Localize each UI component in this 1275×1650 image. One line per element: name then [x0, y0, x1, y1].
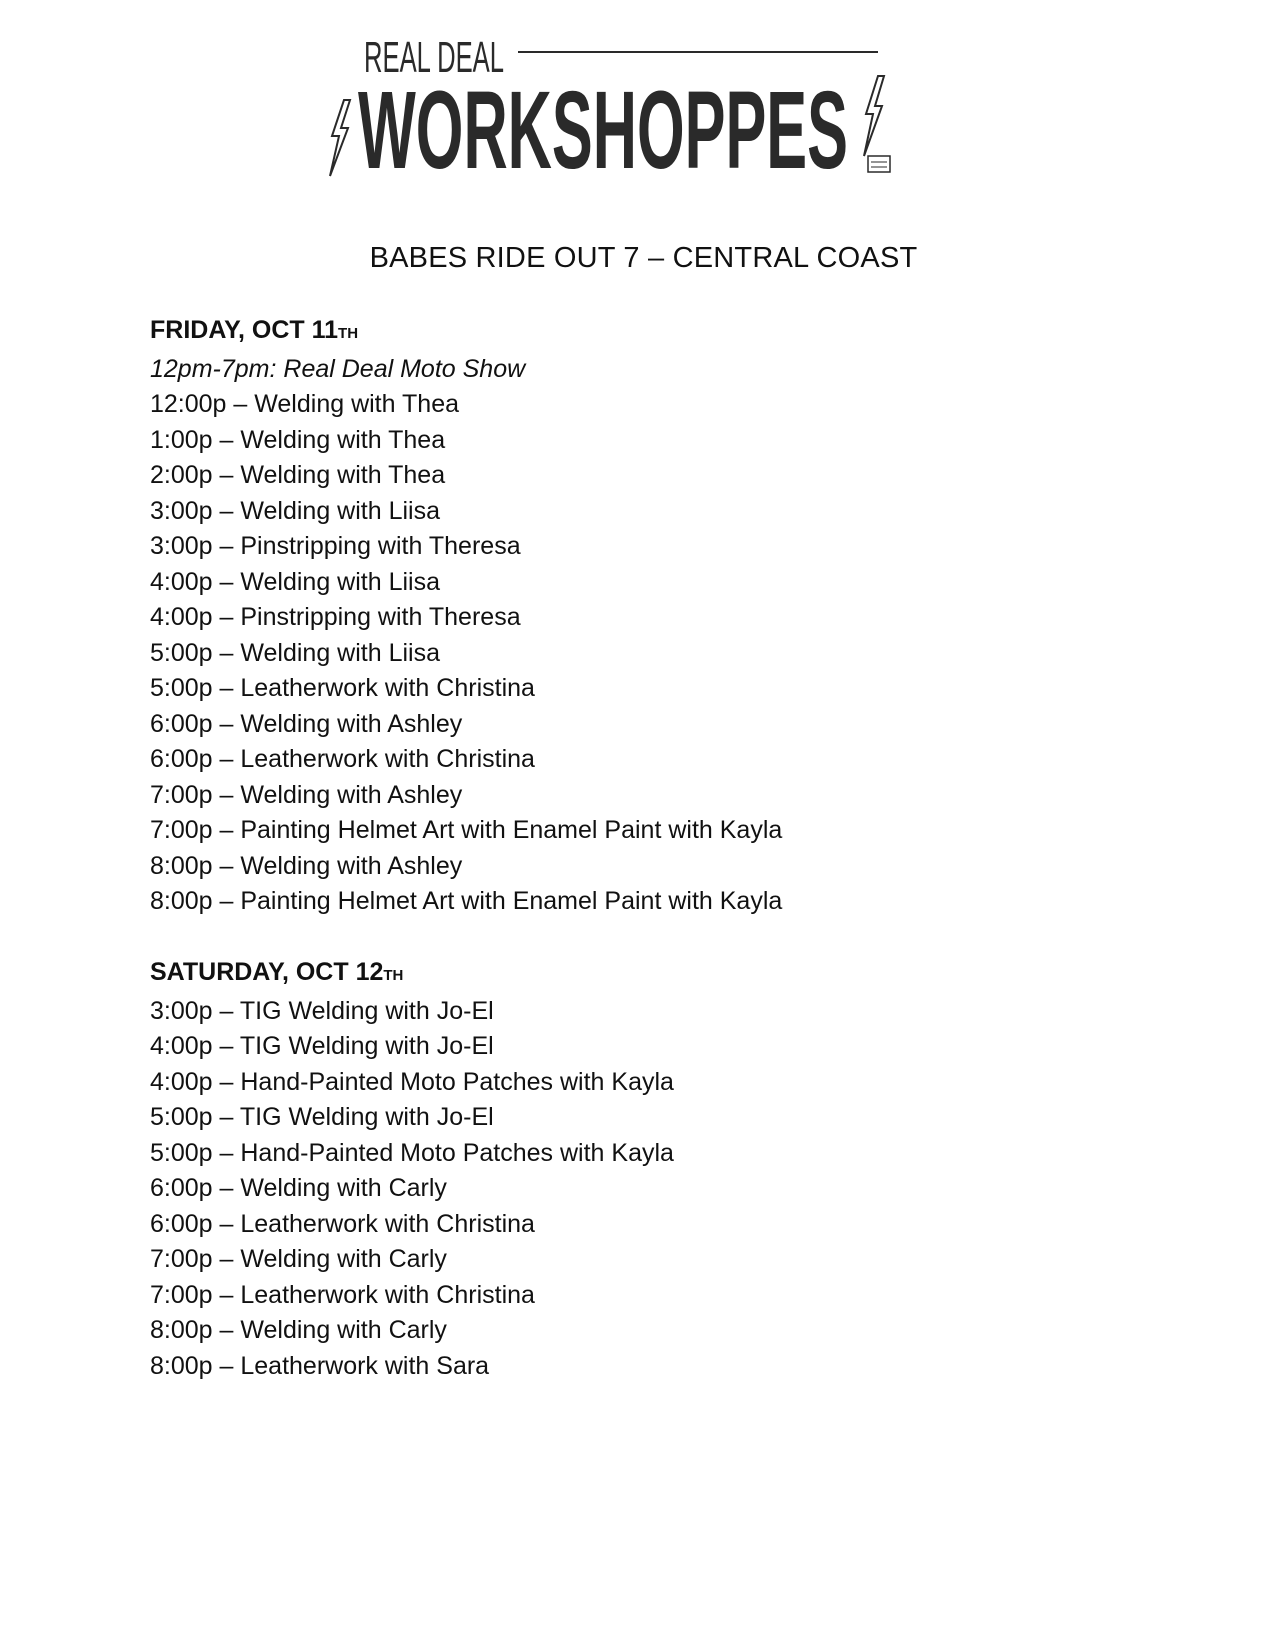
saturday-schedule [150, 955, 1050, 1384]
session-item: 4:00p – TIG Welding with Jo-El [150, 1032, 494, 1060]
session-item: 8:00p – Welding with Carly [150, 1316, 447, 1344]
lightning-bolt-left-icon [330, 100, 350, 176]
session-item: 1:00p – Welding with Thea [150, 425, 446, 454]
moto-show-note: 12pm-7pm: Real Deal Moto Show [150, 354, 526, 383]
session-item: 8:00p – Leatherwork with Sara [150, 1351, 490, 1380]
day-heading [150, 313, 1050, 352]
day-date: FRIDAY, OCT 11 [150, 316, 339, 344]
session-item: 5:00p – Leatherwork with Christina [150, 674, 535, 702]
session-item: 6:00p – Welding with Ashley [150, 709, 463, 738]
day-heading [150, 955, 1050, 994]
session-item: 4:00p – Welding with Liisa [150, 567, 440, 596]
session-item: 7:00p – Welding with Carly [150, 1245, 447, 1273]
small-emblem-icon [868, 156, 890, 172]
session-item: 3:00p – Welding with Liisa [150, 496, 440, 525]
session-item: 4:00p – Pinstripping with Theresa [150, 603, 521, 631]
friday-schedule [150, 313, 1050, 920]
logo-line2: WORKSHOPPES [358, 69, 848, 192]
session-item: 3:00p – Pinstripping with Theresa [150, 532, 521, 560]
session-item: 4:00p – Hand-Painted Moto Patches with Kayla [150, 1067, 674, 1096]
session-item: 8:00p – Welding with Ashley [150, 851, 463, 880]
session-item: 5:00p – Hand-Painted Moto Patches with Kayla [150, 1138, 674, 1167]
day-date: SATURDAY, OCT 12 [150, 958, 384, 986]
day-date-suffix: TH [338, 325, 359, 342]
session-item: 7:00p – Painting Helmet Art with Enamel Paint with Kayla [150, 816, 783, 844]
session-item: 8:00p – Painting Helmet Art with Enamel Paint with Kayla [150, 887, 783, 915]
session-list [150, 994, 1050, 1385]
session-item: 12:00p – Welding with Thea [150, 390, 460, 418]
session-item: 6:00p – Leatherwork with Christina [150, 745, 535, 773]
session-item: 2:00p – Welding with Thea [150, 461, 446, 489]
logo-line1: REAL DEAL [364, 33, 504, 82]
day-date-suffix: TH [383, 967, 404, 984]
lightning-bolt-right-icon [864, 76, 884, 156]
session-item: 5:00p – Welding with Liisa [150, 638, 440, 667]
session-item: 6:00p – Welding with Carly [150, 1174, 447, 1202]
event-title: BABES RIDE OUT 7 – CENTRAL COAST [369, 242, 918, 274]
session-item: 5:00p – TIG Welding with Jo-El [150, 1103, 494, 1131]
session-item: 6:00p – Leatherwork with Christina [150, 1209, 535, 1238]
session-item: 3:00p – TIG Welding with Jo-El [150, 996, 494, 1025]
brand-logo [330, 28, 940, 198]
session-item: 7:00p – Leatherwork with Christina [150, 1280, 535, 1309]
session-item: 7:00p – Welding with Ashley [150, 780, 463, 809]
session-list [150, 387, 1050, 920]
